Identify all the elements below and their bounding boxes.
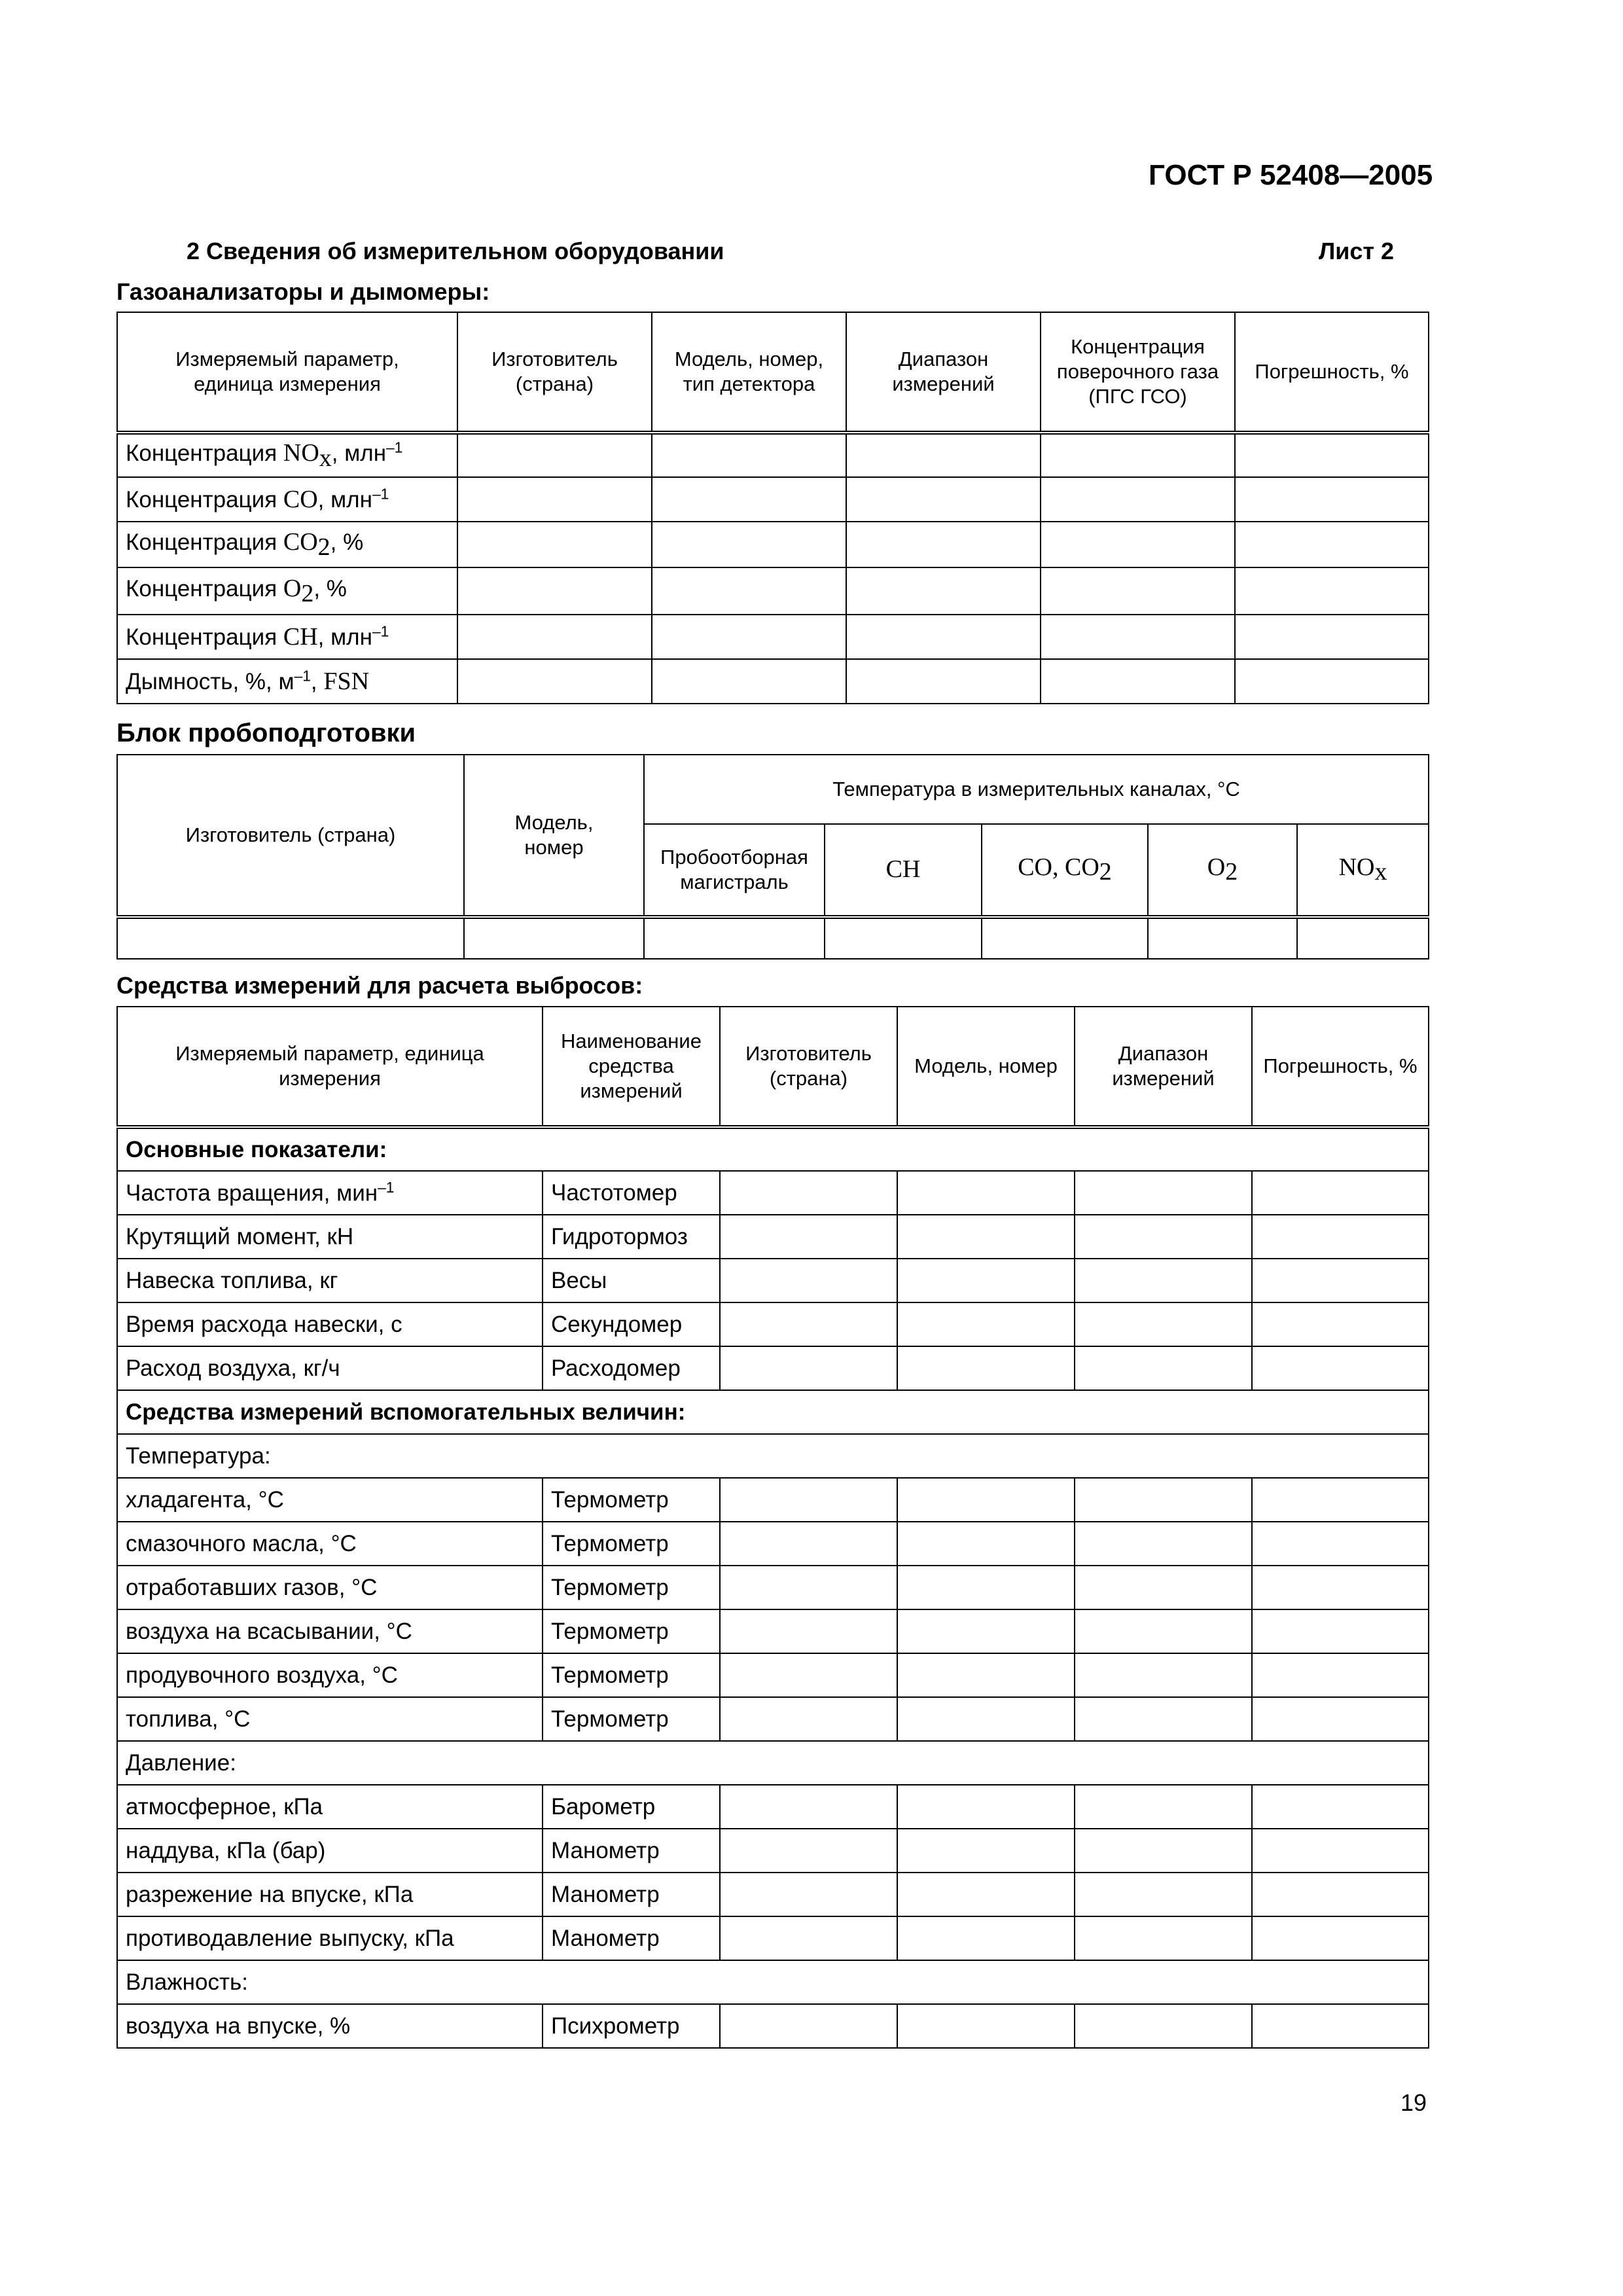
empty-cell[interactable] bbox=[897, 1171, 1075, 1215]
row-instrument: Термометр bbox=[543, 1566, 720, 1609]
group-label: Влажность: bbox=[117, 1960, 1429, 2004]
row-co-label: Концентрация CO, млн$^{-1}$ bbox=[117, 477, 457, 522]
empty-cell[interactable] bbox=[720, 1785, 897, 1829]
empty-cell[interactable] bbox=[1252, 1215, 1429, 1259]
empty-cell[interactable] bbox=[1252, 1829, 1429, 1873]
group-row bbox=[117, 1960, 1429, 2004]
empty-cell[interactable] bbox=[1252, 1785, 1429, 1829]
row-parameter: противодавление выпуску, кПа bbox=[117, 1916, 543, 1960]
empty-cell[interactable] bbox=[720, 1302, 897, 1346]
emissions-title: Средства измерений для расчета выбросов: bbox=[116, 972, 643, 999]
gas-analyzers-table bbox=[116, 312, 1429, 704]
table-row bbox=[117, 522, 1429, 567]
empty-cell[interactable] bbox=[1252, 1522, 1429, 1566]
empty-cell[interactable] bbox=[1252, 1478, 1429, 1522]
empty-cell[interactable] bbox=[1252, 1916, 1429, 1960]
col-o2: $O_2$ bbox=[1148, 824, 1297, 917]
table-row bbox=[117, 1259, 1429, 1302]
row-parameter: хладагента, °С bbox=[117, 1478, 543, 1522]
row-parameter: воздуха на впуске, % bbox=[117, 2004, 543, 2048]
empty-cell[interactable] bbox=[720, 1566, 897, 1609]
table-row bbox=[117, 659, 1429, 704]
empty-cell[interactable] bbox=[1075, 1697, 1252, 1741]
group-label: Давление: bbox=[117, 1741, 1429, 1785]
row-parameter: Частота вращения, мин$^{-1}$ bbox=[117, 1171, 543, 1215]
table-row bbox=[117, 1302, 1429, 1346]
group-label: Температура: bbox=[117, 1434, 1429, 1478]
row-parameter: наддува, кПа (бар) bbox=[117, 1829, 543, 1873]
table-row bbox=[117, 615, 1429, 659]
empty-cell[interactable] bbox=[1075, 1346, 1252, 1390]
row-instrument: Термометр bbox=[543, 1522, 720, 1566]
empty-cell[interactable] bbox=[897, 1916, 1075, 1960]
table-row bbox=[117, 2004, 1429, 2048]
empty-cell[interactable] bbox=[897, 1522, 1075, 1566]
empty-cell[interactable] bbox=[1075, 1829, 1252, 1873]
row-o2-label: Концентрация $O_2$, % bbox=[117, 567, 457, 615]
empty-cell[interactable] bbox=[897, 1653, 1075, 1697]
table-row bbox=[117, 1873, 1429, 1916]
col-instrument-name: Наименование средства измерений bbox=[543, 1007, 720, 1127]
empty-cell[interactable] bbox=[1252, 1653, 1429, 1697]
row-parameter: атмосферное, кПа bbox=[117, 1785, 543, 1829]
row-ch-label: Концентрация CH, млн$^{-1}$ bbox=[117, 615, 457, 659]
col-model: Модель, номер bbox=[464, 755, 644, 917]
row-instrument: Секундомер bbox=[543, 1302, 720, 1346]
col-model: Модель, номер bbox=[897, 1007, 1075, 1127]
table-row bbox=[117, 1215, 1429, 1259]
empty-cell[interactable] bbox=[1075, 2004, 1252, 2048]
row-parameter: воздуха на всасывании, °С bbox=[117, 1609, 543, 1653]
group-row bbox=[117, 1390, 1429, 1434]
row-instrument: Термометр bbox=[543, 1609, 720, 1653]
table-row bbox=[117, 1171, 1429, 1215]
empty-cell[interactable] bbox=[1252, 1566, 1429, 1609]
col-manufacturer: Изготовитель (страна) bbox=[457, 312, 652, 433]
row-parameter: разрежение на впуске, кПа bbox=[117, 1873, 543, 1916]
empty-cell[interactable] bbox=[720, 1653, 897, 1697]
standard-number: ГОСТ Р 52408—2005 bbox=[1149, 159, 1433, 191]
col-range: Диапазон измерений bbox=[1075, 1007, 1252, 1127]
row-parameter: Время расхода навески, с bbox=[117, 1302, 543, 1346]
col-manufacturer: Изготовитель (страна) bbox=[117, 755, 464, 917]
empty-cell[interactable] bbox=[720, 1478, 897, 1522]
empty-cell[interactable] bbox=[720, 1609, 897, 1653]
col-sampling-line: Пробоотборная магистраль bbox=[644, 824, 825, 917]
empty-cell[interactable] bbox=[897, 1302, 1075, 1346]
empty-cell[interactable] bbox=[1252, 1302, 1429, 1346]
empty-cell[interactable] bbox=[1252, 1259, 1429, 1302]
empty-cell[interactable] bbox=[897, 1829, 1075, 1873]
col-temperature: Температура в измерительных каналах, °С bbox=[644, 755, 1429, 824]
empty-cell[interactable] bbox=[897, 1215, 1075, 1259]
gas-analyzers-title: Газоанализаторы и дымомеры: bbox=[116, 278, 490, 305]
empty-cell[interactable] bbox=[720, 1171, 897, 1215]
empty-cell[interactable] bbox=[1252, 1697, 1429, 1741]
empty-cell[interactable] bbox=[897, 2004, 1075, 2048]
row-instrument: Манометр bbox=[543, 1873, 720, 1916]
empty-cell[interactable] bbox=[1252, 1609, 1429, 1653]
row-parameter: Расход воздуха, кг/ч bbox=[117, 1346, 543, 1390]
col-nox: $NO_x$ bbox=[1297, 824, 1429, 917]
emissions-table bbox=[116, 1006, 1429, 2049]
group-label: Основные показатели: bbox=[117, 1127, 1429, 1171]
table-row bbox=[117, 1785, 1429, 1829]
table-row bbox=[117, 433, 1429, 477]
table-row bbox=[117, 917, 1429, 959]
empty-cell[interactable] bbox=[720, 1829, 897, 1873]
table-row bbox=[117, 1522, 1429, 1566]
empty-cell[interactable] bbox=[1075, 1259, 1252, 1302]
row-parameter: Крутящий момент, кН bbox=[117, 1215, 543, 1259]
empty-cell[interactable] bbox=[1075, 1566, 1252, 1609]
empty-cell[interactable] bbox=[897, 1873, 1075, 1916]
empty-cell[interactable] bbox=[720, 2004, 897, 2048]
empty-cell[interactable] bbox=[897, 1566, 1075, 1609]
group-row bbox=[117, 1434, 1429, 1478]
empty-cell[interactable] bbox=[1075, 1478, 1252, 1522]
row-smoke-label: Дымность, %, $м^{-1}$, FSN bbox=[117, 659, 457, 704]
row-instrument: Психрометр bbox=[543, 2004, 720, 2048]
empty-cell[interactable] bbox=[897, 1785, 1075, 1829]
empty-cell[interactable] bbox=[1252, 1346, 1429, 1390]
empty-cell[interactable] bbox=[1075, 1609, 1252, 1653]
table-row bbox=[117, 1653, 1429, 1697]
empty-cell[interactable] bbox=[720, 1697, 897, 1741]
row-instrument: Барометр bbox=[543, 1785, 720, 1829]
sample-prep-table bbox=[116, 754, 1429, 960]
table-row bbox=[117, 1346, 1429, 1390]
sample-prep-title: Блок пробоподготовки bbox=[116, 719, 416, 747]
row-instrument: Весы bbox=[543, 1259, 720, 1302]
row-instrument: Манометр bbox=[543, 1916, 720, 1960]
row-instrument: Манометр bbox=[543, 1829, 720, 1873]
col-parameter: Измеряемый параметр, единица измерения bbox=[117, 1007, 543, 1127]
group-label: Средства измерений вспомогательных величин: bbox=[117, 1390, 1429, 1434]
empty-cell[interactable] bbox=[1075, 1522, 1252, 1566]
group-row bbox=[117, 1127, 1429, 1171]
empty-cell[interactable] bbox=[1075, 1215, 1252, 1259]
row-nox-label: Концентрация $NO_x$, млн$^{-1}$ bbox=[117, 433, 457, 477]
row-parameter: отработавших газов, °С bbox=[117, 1566, 543, 1609]
col-range: Диапазон измерений bbox=[846, 312, 1041, 433]
empty-cell[interactable] bbox=[1075, 1171, 1252, 1215]
empty-cell[interactable] bbox=[1075, 1653, 1252, 1697]
col-ch: CH bbox=[825, 824, 982, 917]
col-error: Погрешность, % bbox=[1235, 312, 1429, 433]
row-instrument: Частотомер bbox=[543, 1171, 720, 1215]
table-row bbox=[117, 567, 1429, 615]
row-instrument: Термометр bbox=[543, 1697, 720, 1741]
empty-cell[interactable] bbox=[1075, 1873, 1252, 1916]
table-row bbox=[117, 1566, 1429, 1609]
row-parameter: топлива, °С bbox=[117, 1697, 543, 1741]
table-row bbox=[117, 1478, 1429, 1522]
table-row bbox=[117, 1829, 1429, 1873]
empty-cell[interactable] bbox=[1075, 1302, 1252, 1346]
row-co2-label: Концентрация $CO_2$, % bbox=[117, 522, 457, 567]
empty-cell[interactable] bbox=[897, 1478, 1075, 1522]
sheet-label: Лист 2 bbox=[1319, 238, 1395, 264]
row-instrument: Расходомер bbox=[543, 1346, 720, 1390]
empty-cell[interactable] bbox=[1252, 2004, 1429, 2048]
row-parameter: Навеска топлива, кг bbox=[117, 1259, 543, 1302]
empty-cell[interactable] bbox=[1075, 1785, 1252, 1829]
empty-cell[interactable] bbox=[720, 1522, 897, 1566]
col-co-co2: CO, $CO_2$ bbox=[982, 824, 1148, 917]
section-title: 2 Сведения об измерительном оборудовании bbox=[187, 238, 724, 264]
empty-cell[interactable] bbox=[897, 1346, 1075, 1390]
empty-cell[interactable] bbox=[720, 1259, 897, 1302]
row-parameter: продувочного воздуха, °С bbox=[117, 1653, 543, 1697]
empty-cell[interactable] bbox=[897, 1697, 1075, 1741]
col-calibration-gas: Концентрация поверочного газа (ПГС ГСО) bbox=[1041, 312, 1235, 433]
col-error: Погрешность, % bbox=[1252, 1007, 1429, 1127]
row-instrument: Термометр bbox=[543, 1478, 720, 1522]
table-row bbox=[117, 1609, 1429, 1653]
row-instrument: Гидротормоз bbox=[543, 1215, 720, 1259]
empty-cell[interactable] bbox=[720, 1916, 897, 1960]
empty-cell[interactable] bbox=[1075, 1916, 1252, 1960]
empty-cell[interactable] bbox=[1252, 1873, 1429, 1916]
empty-cell[interactable] bbox=[897, 1609, 1075, 1653]
table-row bbox=[117, 1916, 1429, 1960]
empty-cell[interactable] bbox=[897, 1259, 1075, 1302]
page-number: 19 bbox=[1400, 2089, 1427, 2116]
empty-cell[interactable] bbox=[720, 1346, 897, 1390]
table-row bbox=[117, 1697, 1429, 1741]
empty-cell[interactable] bbox=[720, 1215, 897, 1259]
empty-cell[interactable] bbox=[1252, 1171, 1429, 1215]
col-model: Модель, номер, тип детектора bbox=[652, 312, 846, 433]
row-parameter: смазочного масла, °С bbox=[117, 1522, 543, 1566]
empty-cell[interactable] bbox=[720, 1873, 897, 1916]
row-instrument: Термометр bbox=[543, 1653, 720, 1697]
col-manufacturer: Изготовитель (страна) bbox=[720, 1007, 897, 1127]
group-row bbox=[117, 1741, 1429, 1785]
table-row bbox=[117, 477, 1429, 522]
col-parameter: Измеряемый параметр, единица измерения bbox=[117, 312, 457, 433]
